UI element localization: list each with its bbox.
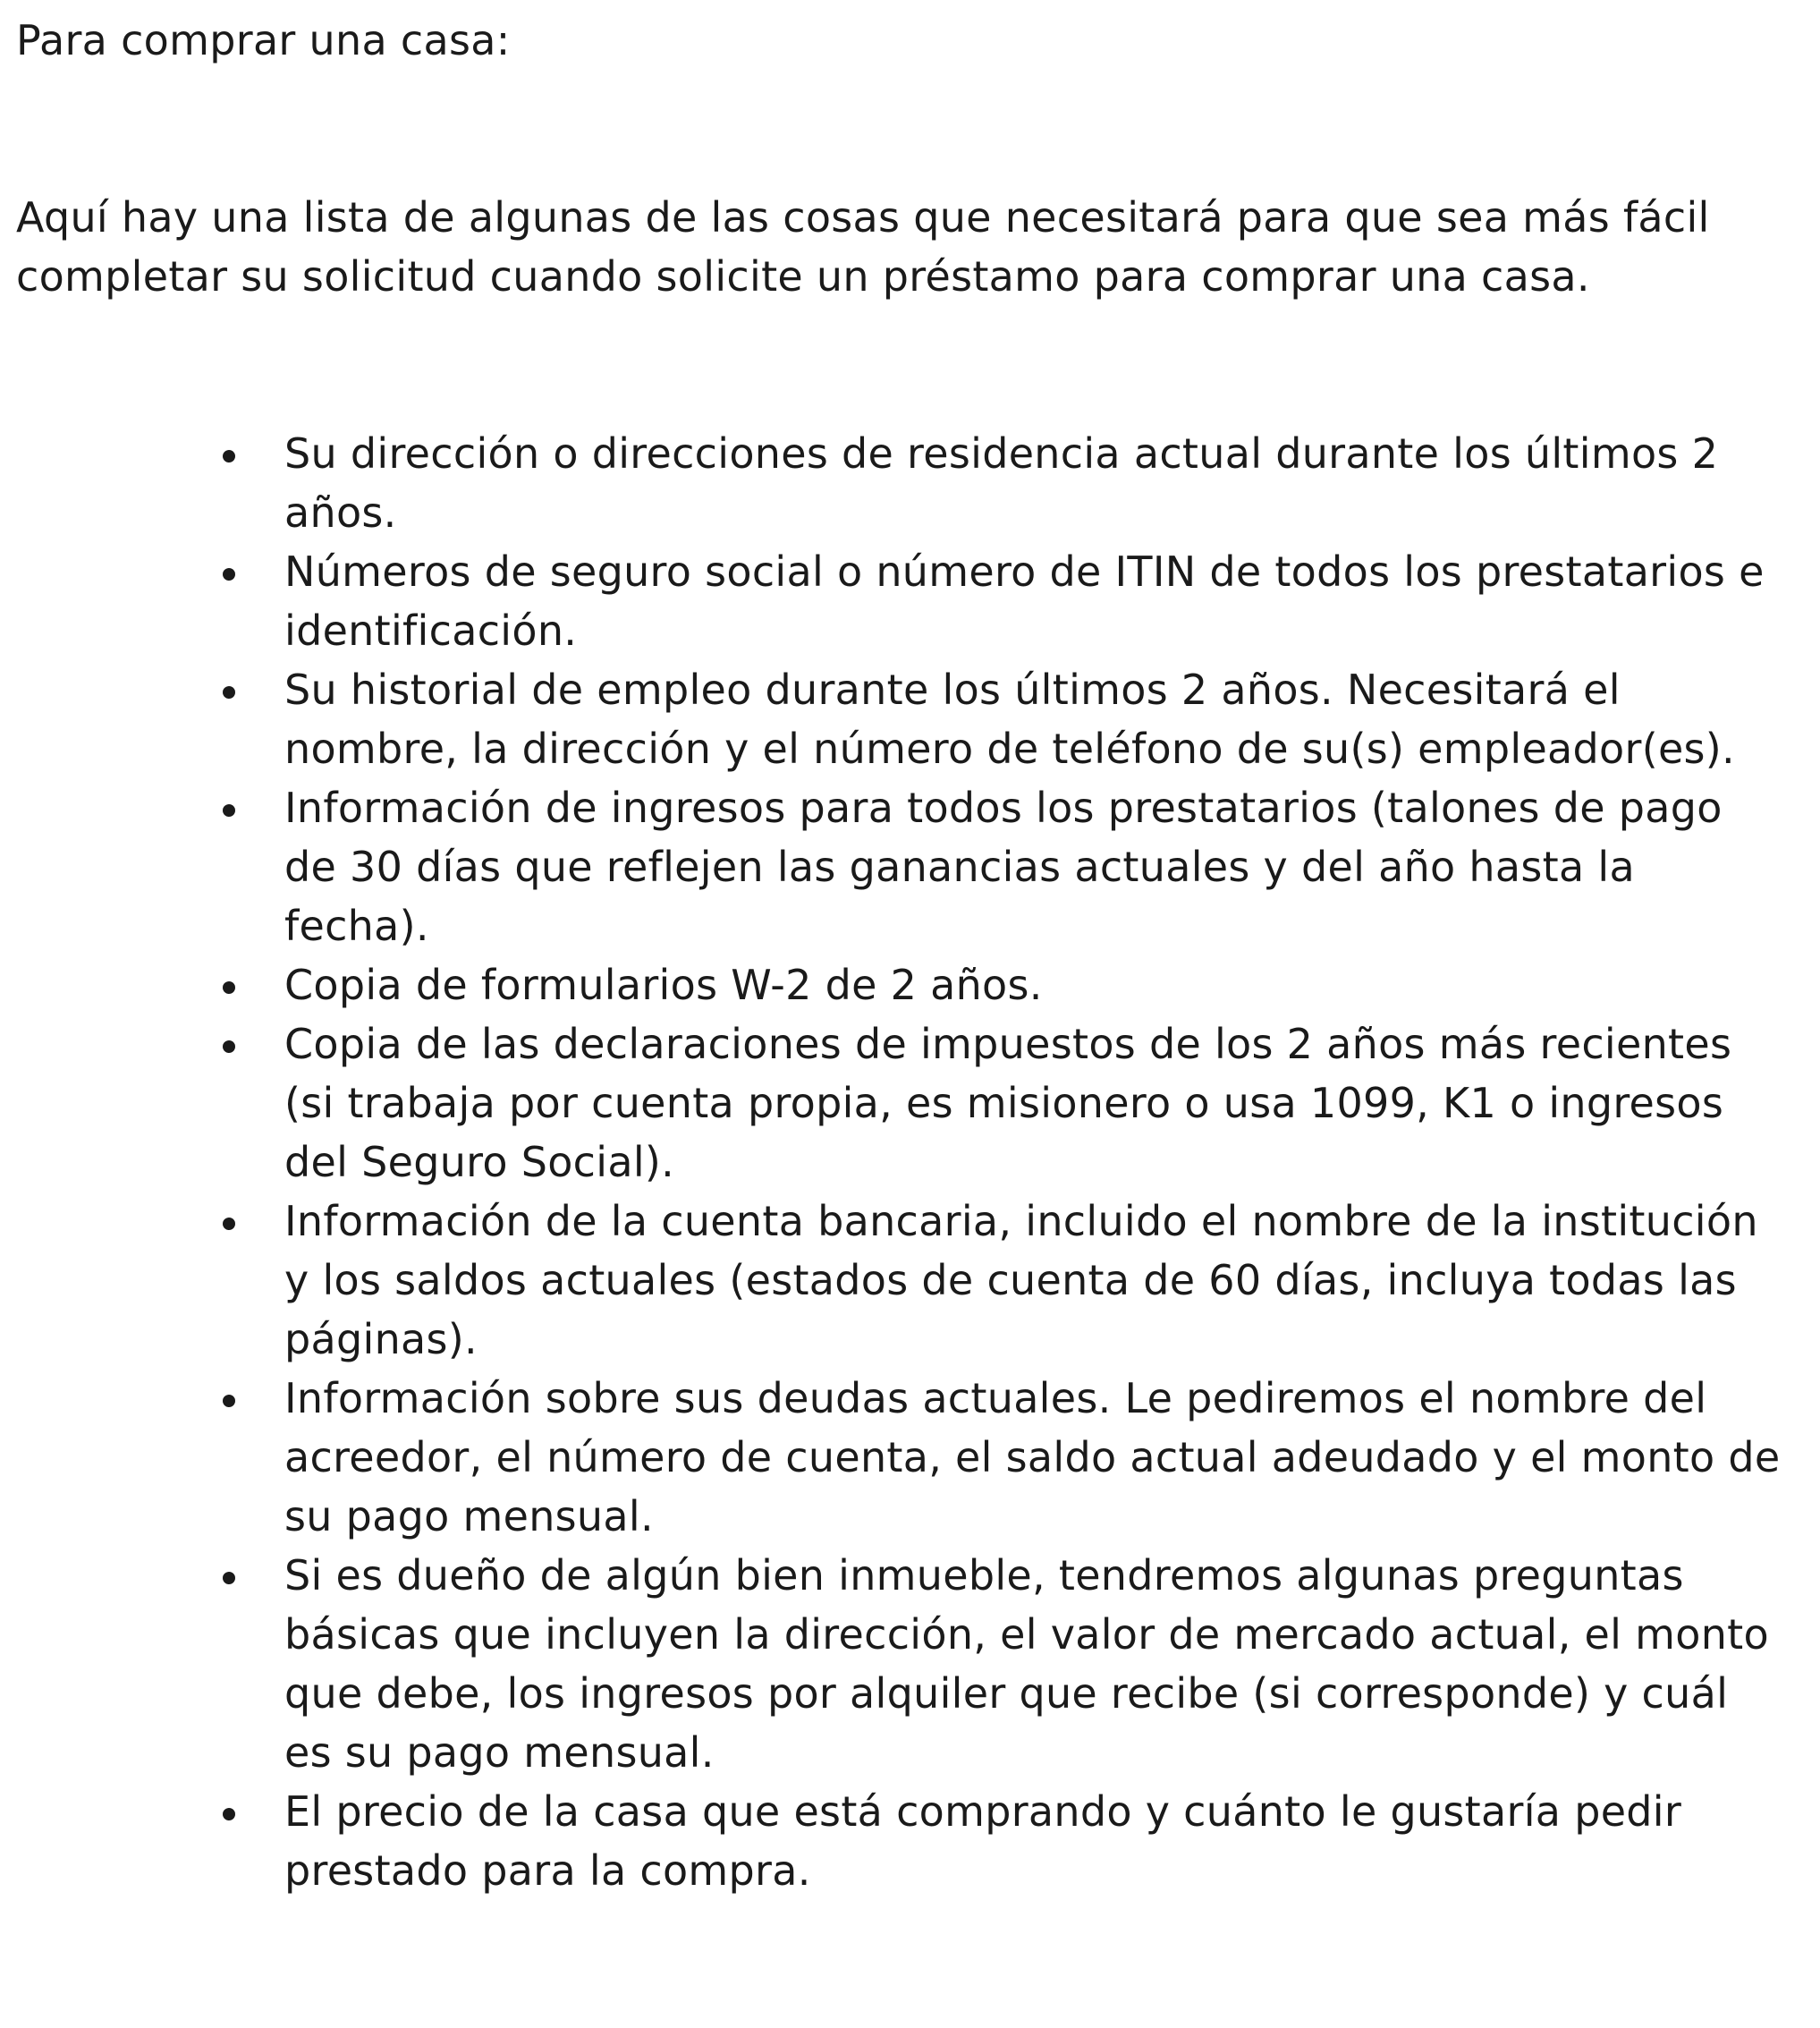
bullet-icon bbox=[223, 450, 235, 462]
list-item-text: Su historial de empleo durante los últimos 2 años. Necesitará el nombre, la dirección y el número de teléfono de su(s) empleador(es). bbox=[284, 666, 1735, 773]
list-item-text: Información de ingresos para todos los prestatarios (talones de pago de 30 días que reflejen las ganancias actuales y del año hasta la fecha). bbox=[284, 784, 1723, 950]
list-item bbox=[16, 1782, 1787, 1900]
bullet-icon bbox=[223, 1218, 235, 1230]
list-item bbox=[16, 1546, 1787, 1782]
list-item bbox=[16, 1014, 1787, 1192]
list-item-text: Su dirección o direcciones de residencia actual durante los últimos 2 años. bbox=[284, 429, 1719, 537]
intro-paragraph: Aquí hay una lista de algunas de las cosas que necesitará para que sea más fácil completar su solicitud cuando solicite un préstamo para comprar una casa. bbox=[16, 193, 1710, 301]
list-item bbox=[16, 778, 1787, 955]
bullet-icon bbox=[223, 1040, 235, 1053]
bullet-icon bbox=[223, 1395, 235, 1407]
requirements-list bbox=[16, 424, 1796, 1900]
list-item bbox=[16, 424, 1787, 542]
list-item bbox=[16, 1369, 1787, 1546]
bullet-icon bbox=[223, 568, 235, 581]
list-item-text: Copia de las declaraciones de impuestos de los 2 años más recientes (si trabaja por cuenta propia, es misionero o usa 1099, K1 o ingresos del Seguro Social). bbox=[284, 1020, 1732, 1186]
bullet-icon bbox=[223, 1808, 235, 1820]
list-item-text: El precio de la casa que está comprando y cuánto le gustaría pedir prestado para la compra. bbox=[284, 1787, 1682, 1895]
bullet-icon bbox=[223, 1572, 235, 1584]
list-item bbox=[16, 955, 1787, 1014]
list-item bbox=[16, 660, 1787, 778]
document-heading: Para comprar una casa: bbox=[16, 16, 511, 64]
bullet-icon bbox=[223, 981, 235, 994]
list-item-text: Información de la cuenta bancaria, incluido el nombre de la institución y los saldos actuales (estados de cuenta de 60 días, incluya todas las páginas). bbox=[284, 1197, 1758, 1363]
bullet-icon bbox=[223, 804, 235, 817]
list-item bbox=[16, 1192, 1787, 1369]
list-item-text: Información sobre sus deudas actuales. Le pediremos el nombre del acreedor, el número de cuenta, el saldo actual adeudado y el monto de su pago mensual. bbox=[284, 1374, 1781, 1540]
bullet-icon bbox=[223, 686, 235, 699]
document-body bbox=[16, 0, 1796, 1900]
list-item-text: Si es dueño de algún bien inmueble, tendremos algunas preguntas básicas que incluyen la dirección, el valor de mercado actual, el monto que debe, los ingresos por alquiler que recibe (si corresponde) y cuál es su pago mensual. bbox=[284, 1551, 1769, 1777]
list-item-text: Números de seguro social o número de ITIN de todos los prestatarios e identificación. bbox=[284, 547, 1765, 655]
list-item-text: Copia de formularios W-2 de 2 años. bbox=[284, 961, 1043, 1009]
list-item bbox=[16, 542, 1787, 660]
